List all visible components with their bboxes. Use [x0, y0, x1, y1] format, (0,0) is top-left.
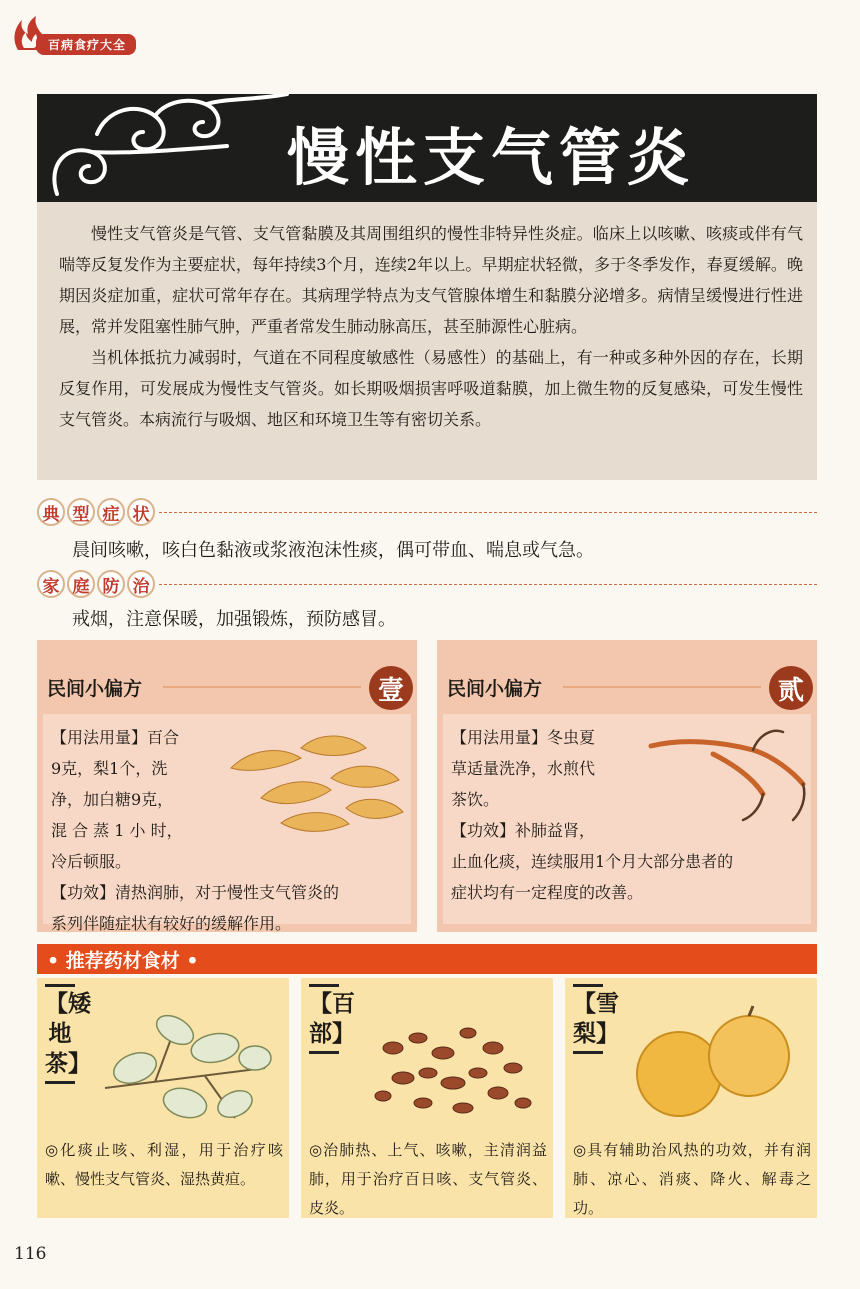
page-number: 116 [14, 1244, 47, 1264]
remedy-body [443, 714, 811, 924]
remedy-number-badge: 壹 [369, 666, 413, 710]
remedy-line: 混 合 蒸 1 小 时， [51, 821, 183, 840]
remedy-line: 【功效】补肺益肾， [451, 821, 596, 840]
herb-desc: ◎具有辅助治风热的功效，并有润肺、凉心、消痰、降火、解毒之功。 [573, 1141, 811, 1217]
divider [159, 512, 817, 513]
herb-section-title: • 推荐药材食材 • [47, 950, 199, 972]
cordyceps-image [643, 724, 813, 824]
heading-char: 典 [37, 498, 65, 526]
intro-paragraph: 慢性支气管炎是气管、支气管黏膜及其周围组织的慢性非特异性炎症。临床上以咳嗽、咳痰或伴有气喘等反复发作为主要症状，每年持续3个月，连续2年以上。早期症状轻微，多于冬季发作，春夏缓解。晚期因炎症加重，症状可常年存在。其病理学特点为支气管腺体增生和黏膜分泌增多。病情呈缓慢进行性进展，常并发阻塞性肺气肿，严重者常发生肺动脉高压，甚至肺源性心脏病。 [59, 224, 803, 336]
heading-char: 治 [127, 570, 155, 598]
herb-card-1 [37, 978, 289, 1218]
cloud-ornament-icon [37, 94, 297, 202]
remedy-line: 9克，梨1个，洗 [51, 759, 168, 778]
remedy-line: 【功效】清热润肺，对于慢性支气管炎的 [51, 883, 340, 902]
herb-section-bar [37, 944, 817, 974]
heading-char: 庭 [67, 570, 95, 598]
book-title-label: 百病食疗大全 [36, 34, 136, 55]
remedy-line: 【用法用量】百合 [51, 728, 180, 747]
snow-pear-image [627, 998, 807, 1128]
remedy-line: 系列伴随症状有较好的缓解作用。 [51, 914, 292, 933]
herb-name: 【百部】 [309, 984, 339, 1054]
remedy-title: 民间小偏方 [47, 674, 146, 701]
lily-pear-image [221, 728, 411, 838]
remedy-body [43, 714, 411, 933]
heading-char: 型 [67, 498, 95, 526]
prevention-heading [37, 570, 817, 600]
remedy-header [43, 666, 411, 706]
herb-name: 【雪梨】 [573, 984, 603, 1054]
remedy-title: 民间小偏方 [447, 674, 546, 701]
book-tab [10, 14, 140, 52]
herb-card-2 [301, 978, 553, 1218]
intro-paragraph: 当机体抵抗力减弱时，气道在不同程度敏感性（易感性）的基础上，有一种或多种外因的存在，长期反复作用，可发展成为慢性支气管炎。如长期吸烟损害呼吸道黏膜，加上微生物的反复感染，可发生慢性支气管炎。本病流行与吸烟、地区和环境卫生等有密切关系。 [59, 348, 803, 429]
herb-desc: ◎化痰止咳、利湿，用于治疗咳嗽、慢性支气管炎、湿热黄疸。 [45, 1141, 283, 1188]
remedy-line: 茶饮。 [451, 790, 500, 809]
symptoms-heading [37, 498, 817, 528]
remedy-line: 冷后顿服。 [51, 852, 132, 871]
prevention-text: 戒烟，注意保暖，加强锻炼，预防感冒。 [72, 609, 396, 630]
heading-char: 防 [97, 570, 125, 598]
title-bar [37, 94, 817, 202]
page-title: 慢性支气管炎 [287, 121, 696, 194]
remedy-card-2 [437, 640, 817, 932]
remedy-card-1 [37, 640, 417, 932]
intro-panel [37, 202, 817, 480]
remedy-line: 止血化痰，连续服用1个月大部分患者的 [451, 852, 734, 871]
remedy-line: 症状均有一定程度的改善。 [451, 883, 644, 902]
herb-name: 【矮地茶】 [45, 984, 75, 1084]
remedy-line: 【用法用量】冬虫夏 [451, 728, 596, 747]
herb-card-3 [565, 978, 817, 1218]
heading-char: 家 [37, 570, 65, 598]
divider [563, 686, 761, 688]
remedy-number-badge: 贰 [769, 666, 813, 710]
heading-char: 状 [127, 498, 155, 526]
divider [163, 686, 361, 688]
ardisia-image [95, 1008, 275, 1128]
remedy-line: 净，加白糖9克， [51, 790, 174, 809]
stemona-root-image [363, 1008, 541, 1123]
herb-desc: ◎治肺热、上气、咳嗽，主清润益肺，用于治疗百日咳、支气管炎、皮炎。 [309, 1141, 547, 1217]
remedy-line: 草适量洗净，水煎代 [451, 759, 596, 778]
remedy-header [443, 666, 811, 706]
heading-char: 症 [97, 498, 125, 526]
divider [159, 584, 817, 585]
symptoms-text: 晨间咳嗽，咳白色黏液或浆液泡沫性痰，偶可带血、喘息或气急。 [72, 540, 594, 561]
